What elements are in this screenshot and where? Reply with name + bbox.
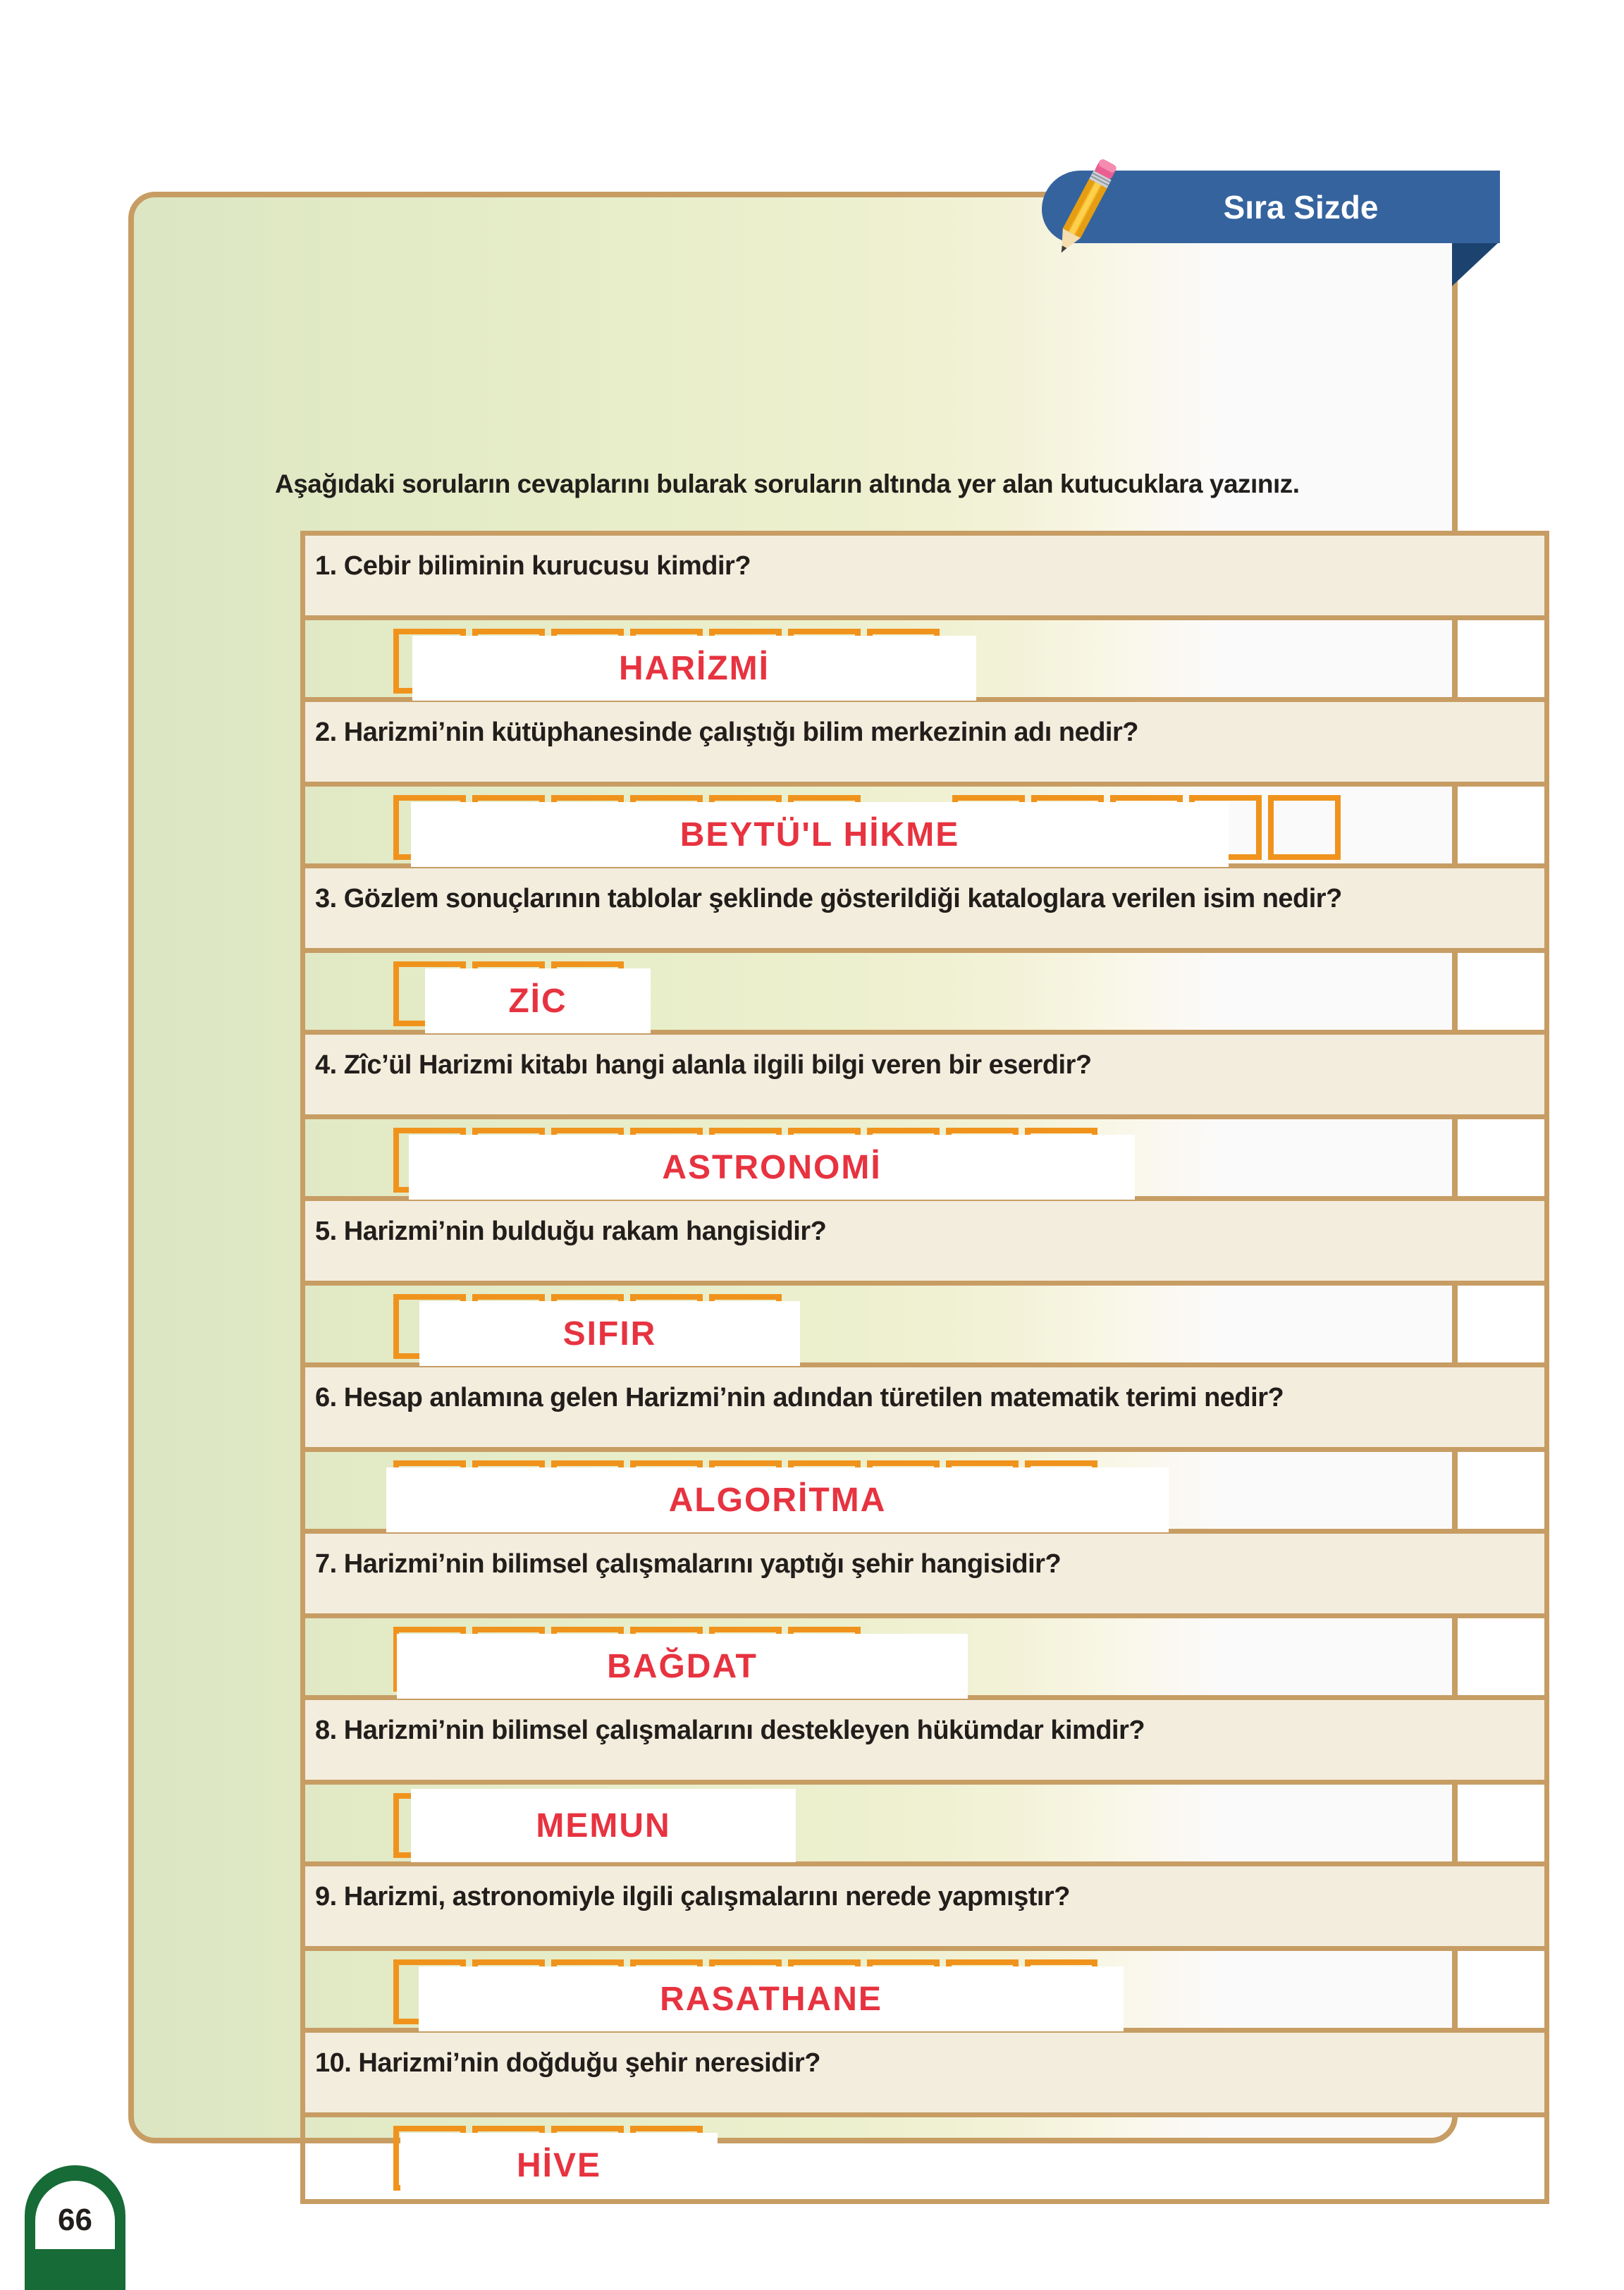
answer-row (305, 1618, 1544, 1700)
banner-title: Sıra Sizde (1223, 188, 1379, 226)
question-text: 6. Hesap anlamına gelen Harizmi’nin adından türetilen matematik terimi nedir? (315, 1383, 1284, 1412)
answer-label: HARİZMİ (412, 636, 976, 701)
answer-label: SIFIR (419, 1301, 800, 1366)
answer-row (305, 953, 1544, 1035)
answer-label: ZİC (425, 968, 651, 1033)
answer-row (305, 1452, 1544, 1534)
page-number-badge (25, 2165, 125, 2290)
answer-row (305, 1785, 1544, 1866)
letter-box (1268, 795, 1341, 860)
sira-sizde-banner (1042, 171, 1500, 243)
question-row (305, 1534, 1544, 1618)
answer-label: BEYTÜ'L HİKME (411, 802, 1229, 867)
question-row (305, 536, 1544, 620)
answer-label: MEMUN (411, 1789, 796, 1862)
answer-row (305, 2117, 1544, 2199)
question-row (305, 702, 1544, 787)
instruction-text: Aşağıdaki soruların cevaplarını bularak soruların altında yer alan kutucuklara yazınız. (275, 469, 1300, 498)
question-row (305, 1035, 1544, 1119)
page-number: 66 (58, 2202, 92, 2237)
question-text: 1. Cebir biliminin kurucusu kimdir? (315, 551, 751, 581)
page-number-frame (35, 2181, 115, 2249)
question-row (305, 868, 1544, 953)
question-row (305, 1201, 1544, 1286)
answer-row (305, 787, 1544, 868)
answer-label: BAĞDAT (397, 1634, 968, 1699)
answer-row (305, 620, 1544, 702)
question-text: 2. Harizmi’nin kütüphanesinde çalıştığı bilim merkezinin adı nedir? (315, 718, 1138, 747)
question-text: 9. Harizmi, astronomiyle ilgili çalışmalarını nerede yapmıştır? (315, 1882, 1070, 1912)
questions-table (300, 531, 1549, 2204)
question-text: 4. Zîc’ül Harizmi kitabı hangi alanla ilgili bilgi veren bir eserdir? (315, 1050, 1092, 1080)
answer-label: ALGORİTMA (386, 1467, 1169, 1532)
answer-label: HİVE (400, 2133, 718, 2198)
worksheet-card (128, 192, 1458, 2184)
question-row (305, 1866, 1544, 1951)
question-row (305, 1700, 1544, 1785)
answer-label: ASTRONOMİ (409, 1135, 1135, 1200)
question-row (305, 2033, 1544, 2117)
question-text: 5. Harizmi’nin bulduğu rakam hangisidir? (315, 1217, 827, 1246)
question-text: 8. Harizmi’nin bilimsel çalışmalarını destekleyen hükümdar kimdir? (315, 1716, 1145, 1745)
answer-label: RASATHANE (419, 1966, 1124, 2031)
question-row (305, 1367, 1544, 1452)
question-text: 3. Gözlem sonuçlarının tablolar şeklinde gösterildiği kataloglara verilen isim nedir? (315, 884, 1342, 913)
question-text: 7. Harizmi’nin bilimsel çalışmalarını yaptığı şehir hangisidir? (315, 1549, 1062, 1579)
banner-fold (1452, 242, 1499, 286)
answer-row (305, 1951, 1544, 2033)
question-text: 10. Harizmi’nin doğduğu şehir neresidir? (315, 2048, 820, 2078)
answer-row (305, 1286, 1544, 1367)
answer-row (305, 1119, 1544, 1201)
